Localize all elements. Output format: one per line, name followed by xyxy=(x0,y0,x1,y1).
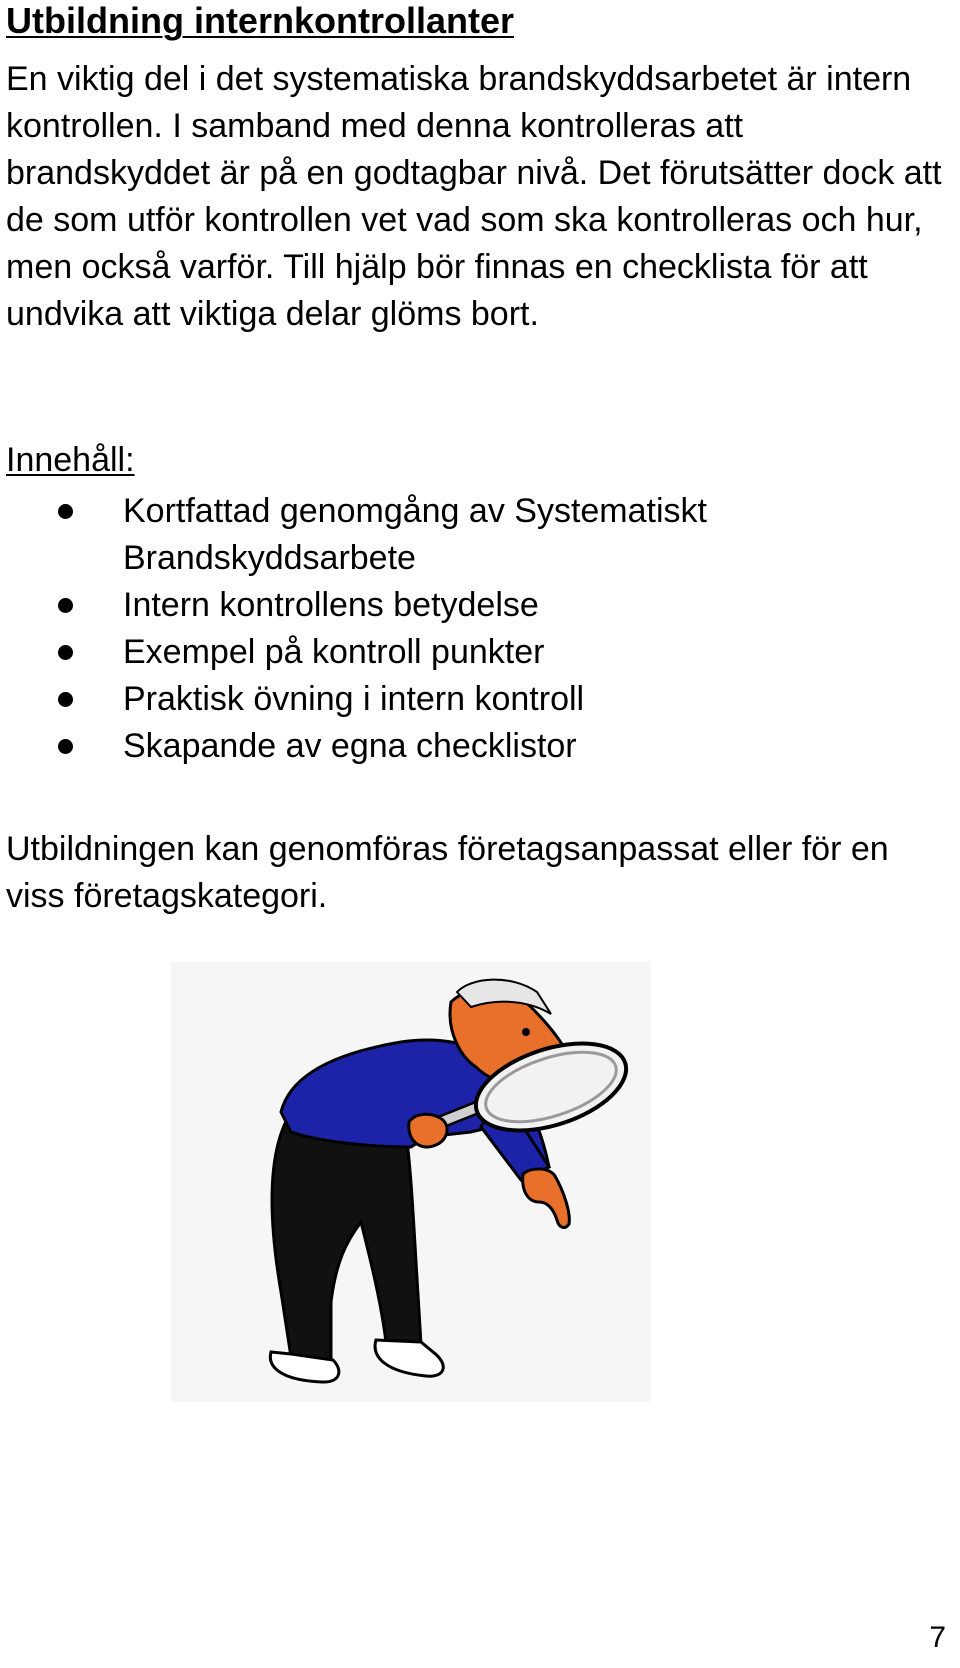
pointing-hand-shape xyxy=(523,1169,570,1228)
page-number: 7 xyxy=(929,1621,946,1654)
list-item-text: Praktisk övning i intern kontroll xyxy=(123,680,585,718)
bullet-icon xyxy=(58,739,73,754)
bullet-icon xyxy=(58,504,73,519)
content-list xyxy=(0,488,940,770)
list-item-text: Intern kontrollens betydelse xyxy=(123,586,539,624)
list-item xyxy=(0,676,940,723)
list-item-text: Skapande av egna checklistor xyxy=(123,727,577,765)
intro-paragraph: En viktig del i det systematiska brandskyddsarbetet är intern kontrollen. I samband med denna kontrolleras att brandskyddet är på en godtagbar nivå. Det förutsätter dock att de som utför kontrollen vet vad som ska kontrolleras och hur, men också varför. Till hjälp bör finnas en checklista för att undvika att viktiga delar glöms bort. xyxy=(6,60,942,333)
bullet-icon xyxy=(58,598,73,613)
man-with-magnifying-glass-icon xyxy=(171,962,651,1402)
list-item xyxy=(0,488,940,582)
bullet-icon xyxy=(58,645,73,660)
page-title: Utbildning internkontrollanter xyxy=(6,0,514,41)
list-item-text: Exempel på kontroll punkter xyxy=(123,633,545,671)
list-item xyxy=(0,629,940,676)
closing-paragraph: Utbildningen kan genomföras företagsanpassat eller för en viss företagskategori. xyxy=(6,830,889,915)
trousers-shape xyxy=(272,1112,421,1362)
content-heading: Innehåll: xyxy=(6,441,135,479)
bullet-icon xyxy=(58,692,73,707)
right-shoe-shape xyxy=(375,1340,443,1376)
list-item xyxy=(0,723,940,770)
eye-shape xyxy=(522,1028,530,1036)
holding-hand-shape xyxy=(409,1114,447,1147)
inspector-illustration xyxy=(171,962,651,1402)
list-item-text: Kortfattad genomgång av Systematiskt Brandskyddsarbete xyxy=(123,492,707,577)
list-item xyxy=(0,582,940,629)
